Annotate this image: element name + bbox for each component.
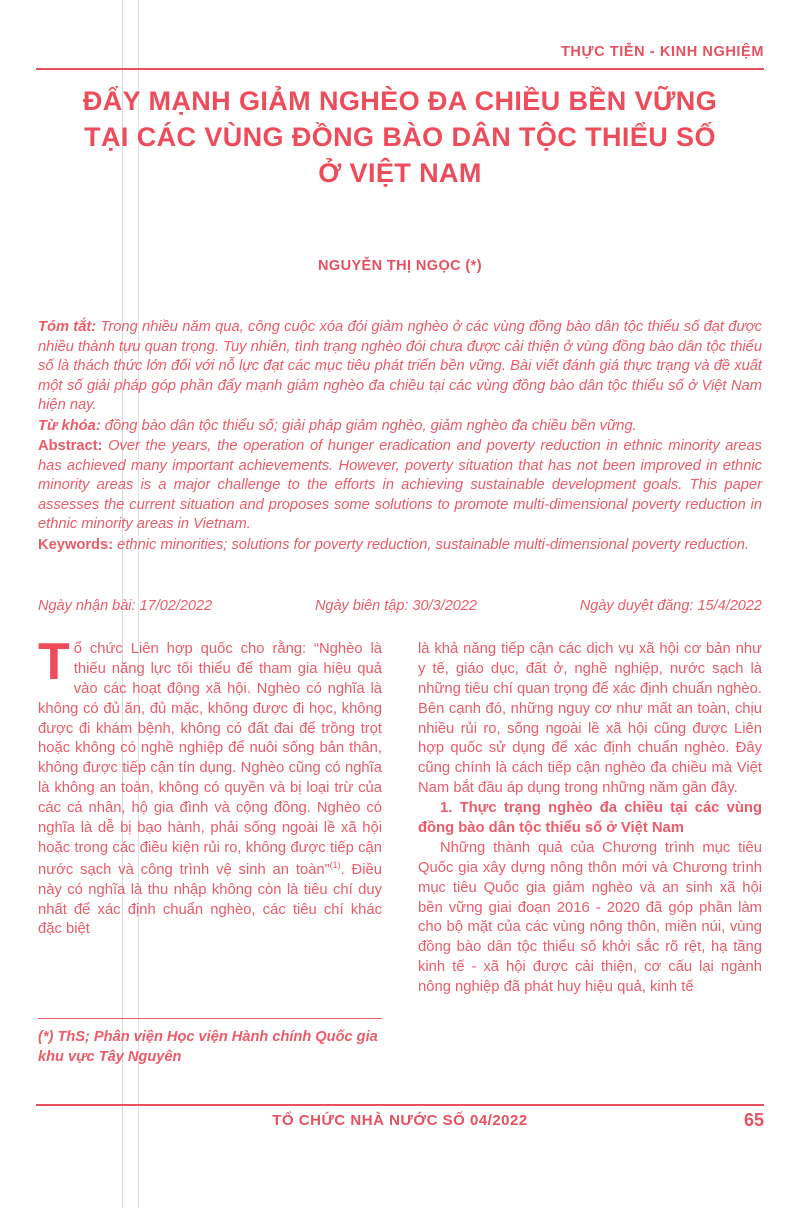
body-columns [38, 633, 762, 1070]
title-line-2: TẠI CÁC VÙNG ĐỒNG BÀO DÂN TỘC THIỂU SỐ [84, 121, 716, 152]
paragraph-intro [38, 633, 382, 940]
footer-divider [36, 1104, 764, 1106]
page-content [36, 0, 764, 1208]
section-heading-1: 1. Thực trạng nghèo đa chiều tại các vùng đồng bào dân tộc thiểu số ở Việt Nam [418, 800, 762, 837]
keywords-en-text: ethnic minorities; solutions for poverty reduction, sustainable multi-dimensional poverty reduction. [113, 537, 750, 554]
abstract-en-text: Over the years, the operation of hunger eradication and poverty reduction in ethnic minority areas has achieved many important achievements. However, poverty situation that has not been improved in ethnic minority areas is a major challenge to the efforts in achieving sustainable development goals. This paper assesses the current situation and proposes some solutions to promote multi-dimensional poverty reduction in ethnic minority areas in Vietnam. [38, 438, 762, 533]
author-affiliation-footnote: (*) ThS; Phân viện Học viện Hành chính Quốc gia khu vực Tây Nguyên [38, 1029, 378, 1065]
title-line-3: Ở VIỆT NAM [318, 157, 482, 188]
keywords-en-label: Keywords: [38, 537, 114, 554]
abstract-vi-text: Trong nhiều năm qua, công cuộc xóa đói giảm nghèo ở các vùng đồng bào dân tộc thiểu số đạt được nhiều thành tựu quan trọng. Tuy nhiên, tình trạng nghèo đói chưa được cải thiện ở vùng đồng bào dân tộc thiểu số là thách thức lớn đối với nỗ lực đạt các mục tiêu phát triển bền vững. Bài viết đánh giá thực trạng và đề xuất một số giải pháp góp phần đẩy mạnh giảm nghèo đa chiều tại các vùng đồng bào dân tộc thiểu số ở Việt Nam hiện nay. [38, 319, 762, 414]
abstract-en [38, 437, 762, 535]
keywords-vi-label: Từ khóa: [38, 417, 101, 434]
column-right [418, 640, 762, 998]
paragraph-intro-tail: . Điều này có nghĩa là thu nhập không còn là tiêu chí duy nhất để xác định chuẩn nghèo, các tiêu chí khác đặc biệt [38, 861, 382, 938]
abstract-en-label: Abstract: [38, 438, 103, 455]
abstract-vi [38, 318, 762, 416]
drop-cap: T [38, 633, 70, 691]
page-number: 65 [743, 1110, 764, 1130]
running-head: THỰC TIỄN - KINH NGHIỆM [560, 44, 764, 60]
submission-dates [38, 598, 762, 614]
date-received: Ngày nhận bài: 17/02/2022 [38, 598, 213, 614]
keywords-vi-text: đồng bào dân tộc thiểu số; giải pháp giảm nghèo, giảm nghèo đa chiều bền vững. [100, 417, 637, 434]
keywords-vi [38, 417, 762, 437]
page-footer [36, 1112, 764, 1142]
journal-name: TỔ CHỨC NHÀ NƯỚC SỐ 04/2022 [272, 1112, 528, 1129]
title-line-1: ĐẨY MẠNH GIẢM NGHÈO ĐA CHIỀU BỀN VỮNG [82, 86, 718, 116]
date-approved: Ngày duyệt đăng: 15/4/2022 [579, 598, 762, 614]
paragraph-intro-text: ổ chức Liên hợp quốc cho rằng: “Nghèo là thiếu năng lực tối thiểu để tham gia hiệu quả vào các hoạt động xã hội. Nghèo có nghĩa là không có đủ ăn, đủ mặc, không được đi học, không được đi khám bệnh, không có đất đai để trồng trọt hoặc không có nghề nghiệp để nuôi sống bản thân, không được tiếp cận tín dụng. Nghèo cũng có nghĩa là không an toàn, không có quyền và bị loại trừ của các cá nhân, hộ gia đình và cộng đồng. Nghèo có nghĩa là dễ bị bạo hành, phải sống ngoài lề xã hội hoặc trong các điều kiện rủi ro, không được tiếp cận nước sạch và công trình vệ sinh an toàn” [38, 641, 382, 878]
paragraph-section-1: Những thành quả của Chương trình mục tiêu Quốc gia xây dựng nông thôn mới và Chương trình mục tiêu Quốc gia giảm nghèo và an sinh xã hội bền vững giai đoạn 2016 - 2020 đã góp phần làm cho bộ mặt của các vùng nông thôn, miền núi, vùng đồng bào dân tộc thiểu số khởi sắc rõ rệt, hạ tầng kinh tế - xã hội được cải thiện, cơ cấu lại ngành nông nghiệp đã phát huy hiệu quả, kinh tế [418, 839, 762, 996]
date-edited: Ngày biên tập: 30/3/2022 [314, 598, 477, 614]
keywords-en [38, 536, 762, 556]
page-title [36, 84, 764, 192]
footnote-divider [38, 1018, 382, 1019]
column-left [38, 633, 382, 940]
abstract-block [38, 318, 762, 557]
abstract-vi-label: Tóm tắt: [38, 319, 97, 335]
author-name: NGUYỄN THỊ NGỌC (*) [318, 258, 482, 274]
footnote-marker: (1) [329, 859, 341, 870]
header-divider [36, 68, 764, 70]
paragraph-continued: là khả năng tiếp cận các dịch vụ xã hội cơ bản như y tế, giáo dục, đất ở, nghề nghiệp, nước sạch là những tiêu chí quan trọng để xác định chuẩn nghèo. Bên cạnh đó, những nguy cơ như mất an toàn, chịu nhiều rủi ro, sống ngoài lề xã hội cũng được Liên hợp quốc sử dụng để xác định chuẩn nghèo. Đây cũng chính là cách tiếp cận nghèo đa chiều mà Việt Nam bắt đầu áp dụng trong những năm gần đây. [418, 641, 762, 797]
